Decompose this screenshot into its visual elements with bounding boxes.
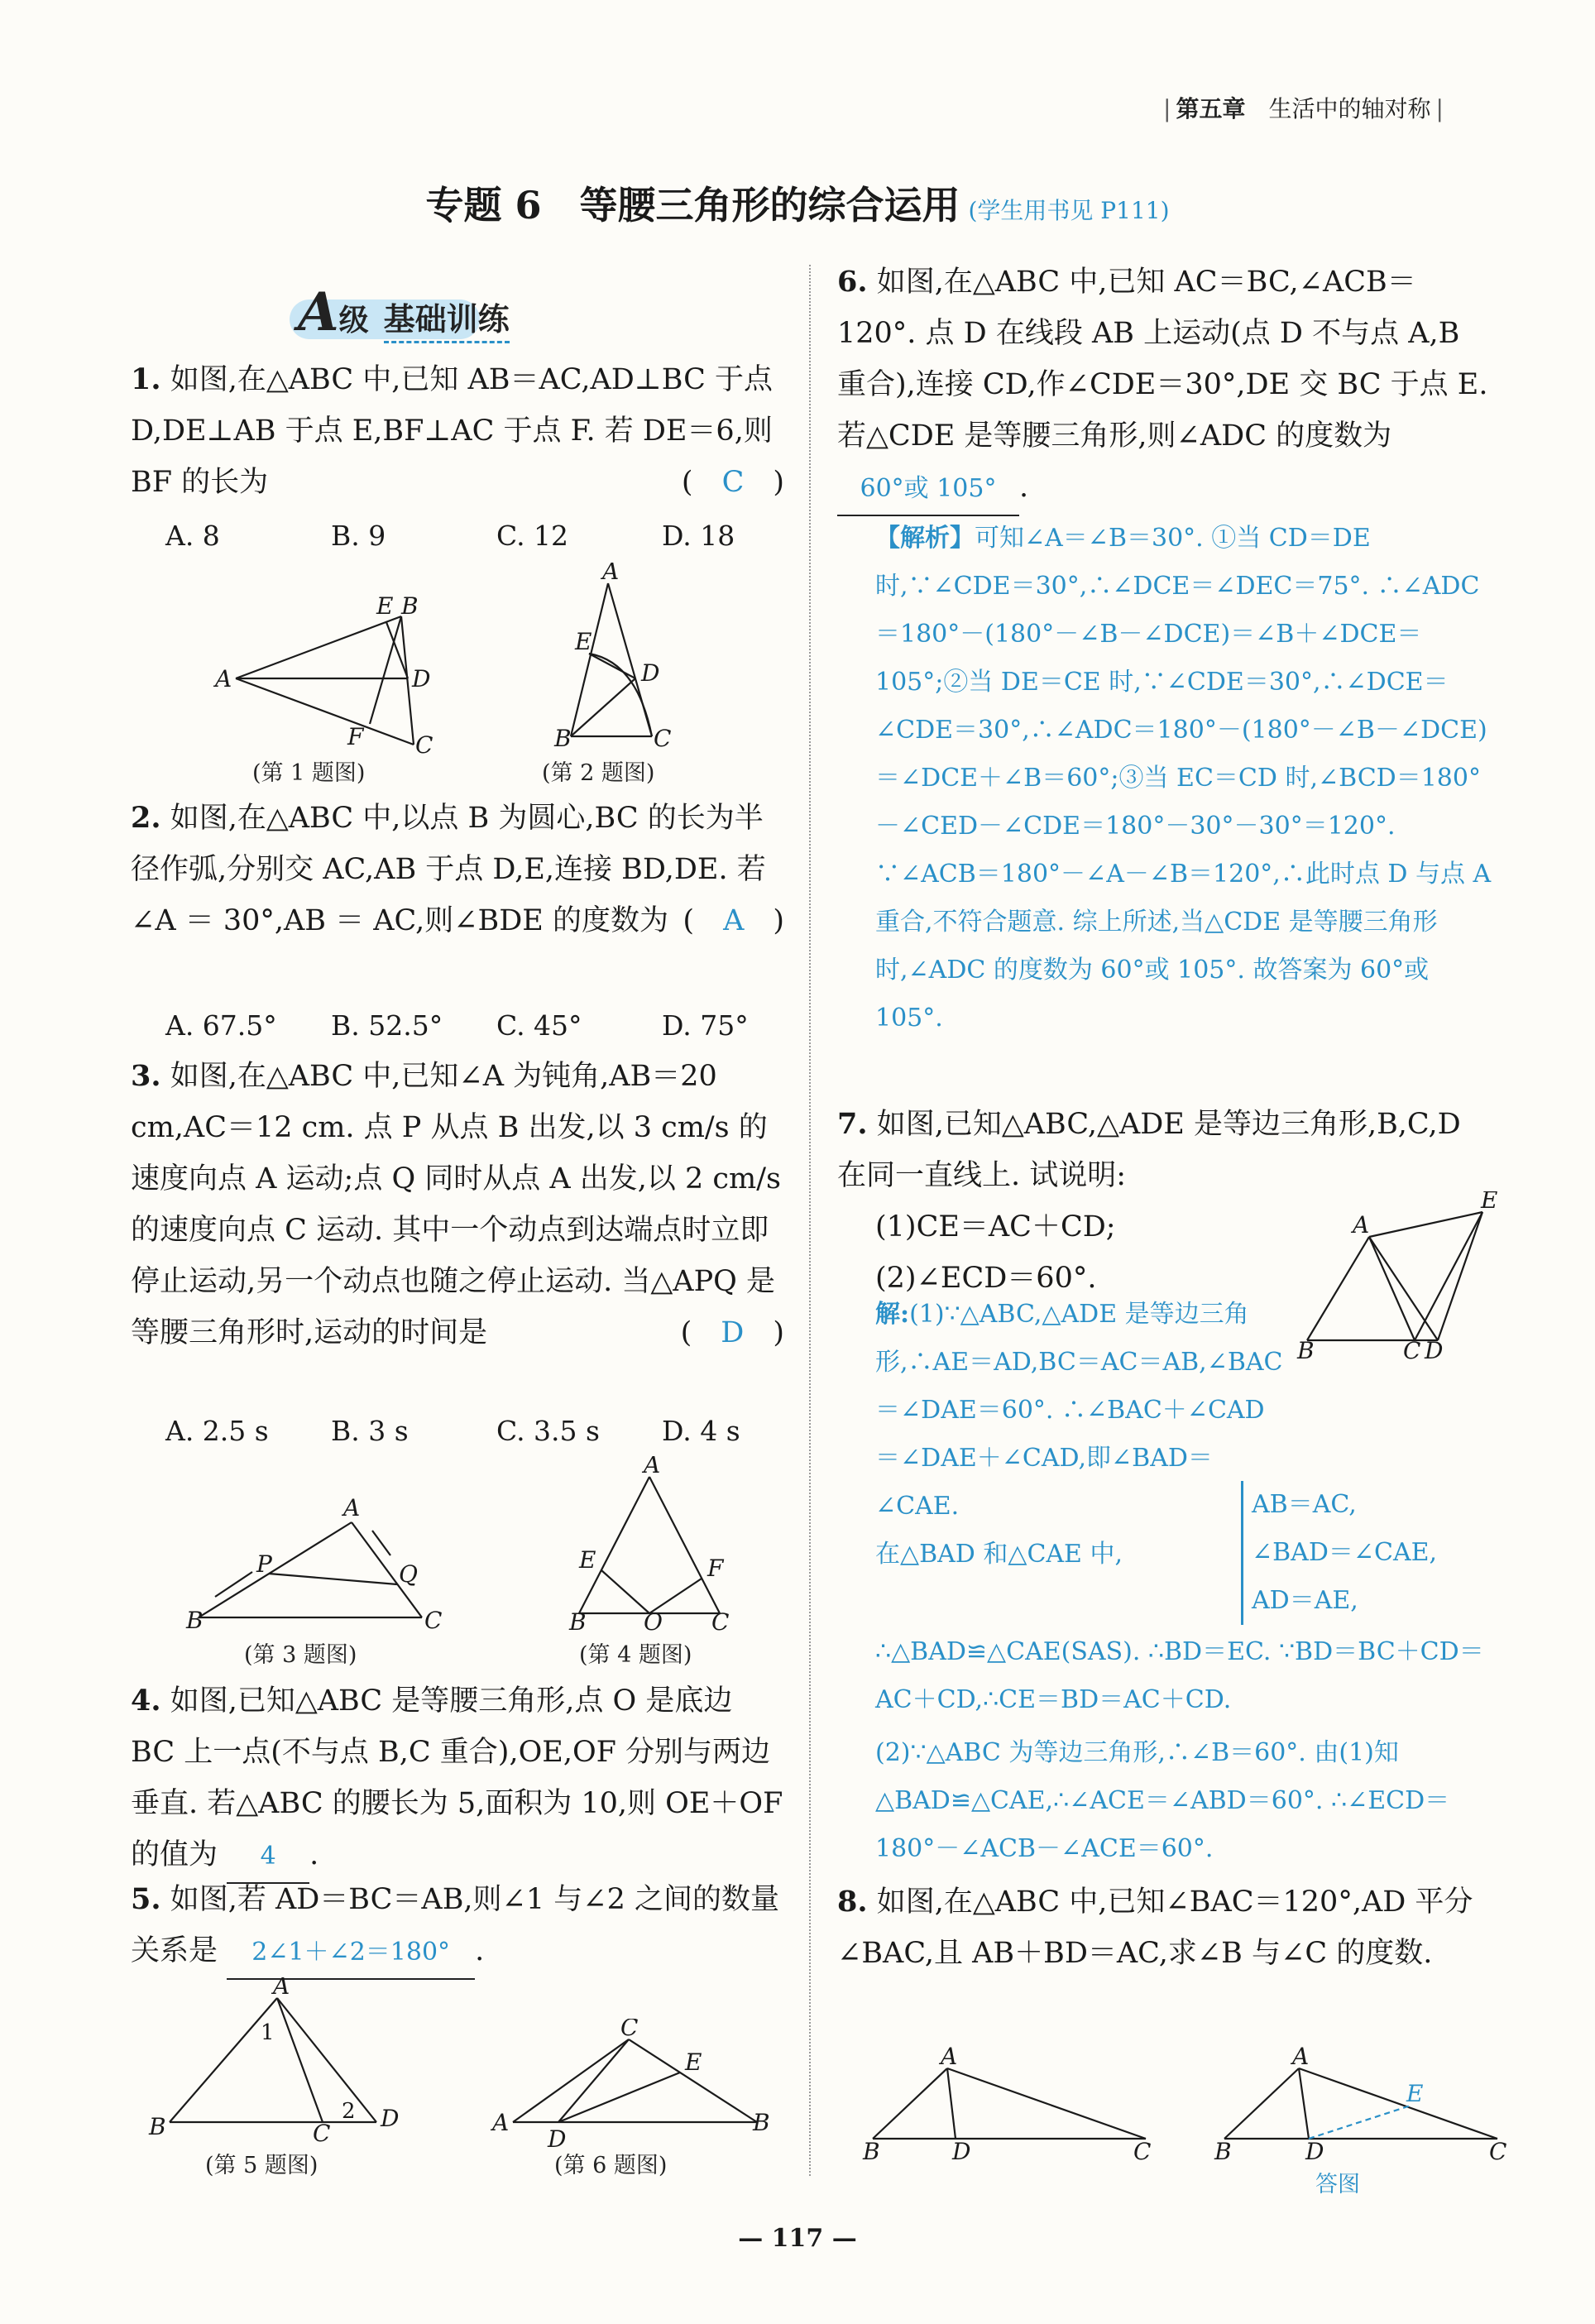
svg-text:O: O xyxy=(644,1608,663,1636)
svg-text:B: B xyxy=(1297,1337,1315,1364)
option-d: D. 4 s xyxy=(662,1415,740,1447)
svg-text:A: A xyxy=(273,1977,290,2000)
option-d: D. 75° xyxy=(662,1009,749,1042)
question-text: 如图,已知△ABC 是等腰三角形,点 O 是底边 BC 上一点(不与点 B,C 重合),OE,OF 分别与两边垂直. 若△ABC 的腰长为 5,面积为 10,则 OE＋OF 的值为 xyxy=(131,1684,783,1871)
question-4: 4. 如图,已知△ABC 是等腰三角形,点 O 是底边 BC 上一点(不与点 B,C 重合),OE,OF 分别与两边垂直. 若△ABC 的腰长为 5,面积为 10,则 OE＋OF 的值为 4 . xyxy=(131,1675,784,1884)
figure-1-caption: (第 1 题图) xyxy=(252,760,366,786)
svg-text:C: C xyxy=(654,725,672,752)
figure-2-caption: (第 2 题图) xyxy=(542,760,655,786)
answer-choice: D xyxy=(721,1316,745,1349)
svg-text:F: F xyxy=(707,1555,724,1582)
figure-5 xyxy=(141,1977,414,2143)
svg-text:C: C xyxy=(620,2019,639,2041)
question-7 xyxy=(837,1099,1491,1201)
svg-text:E: E xyxy=(579,1546,596,1574)
congruence-line-1: AB＝AC, xyxy=(1252,1490,1357,1519)
question-number: 5. xyxy=(131,1882,161,1916)
figure-2 xyxy=(546,563,711,753)
option-d: D. 18 xyxy=(662,520,735,552)
chapter-label: 第五章 xyxy=(1176,95,1246,122)
question-1 xyxy=(131,354,784,508)
question-text: 如图,若 AD＝BC＝AB,则∠1 与∠2 之间的数量关系是 xyxy=(131,1883,779,1967)
svg-text:E: E xyxy=(1481,1191,1498,1214)
question-7-solution-part-2: (2)∵△ABC 为等边三角形,∴∠B＝60°. 由(1)知△BAD≌△CAE,∴∠ACE＝∠ABD＝60°. ∴∠ECD＝180°－∠ACB－∠ACE＝60°. xyxy=(875,1738,1450,1863)
figure-4-caption: (第 4 题图) xyxy=(579,1642,692,1668)
svg-text:D: D xyxy=(548,2125,567,2151)
question-number: 7. xyxy=(837,1107,868,1141)
svg-text:C: C xyxy=(711,1608,730,1636)
question-number: 3. xyxy=(131,1059,161,1093)
option-a: A. 67.5° xyxy=(165,1009,277,1042)
congruence-line-3: AD＝AE, xyxy=(1252,1586,1358,1615)
svg-text:D: D xyxy=(641,659,660,687)
svg-text:A: A xyxy=(343,1494,361,1521)
figure-3-caption: (第 3 题图) xyxy=(244,1642,357,1668)
svg-text:1: 1 xyxy=(261,2020,275,2045)
figure-4 xyxy=(563,1456,753,1638)
svg-text:E: E xyxy=(376,592,394,620)
answer-blank: 4 xyxy=(227,1831,309,1884)
analysis-text: 可知∠A＝∠B＝30°. ①当 CD＝DE 时,∵∠CDE＝30°,∴∠DCE＝∠DEC＝75°. ∴∠ADC＝180°－(180°－∠B－∠DCE)＝∠B＋∠DCE＝105°;②当 DE＝CE 时,∵∠CDE＝30°,∴∠DCE＝∠CDE＝30°,∴∠ADC＝180°－(180°－∠B－∠DCE)＝∠DCE＋∠B＝60°;③当 EC＝CD 时,∠BCD＝180°－∠CED－∠CDE＝180°－30°－30°＝120°. ∵∠ACB＝180°－∠A－∠B＝120°,∴此时点 D 与点 A 重合,不符合题意. 综上所述,当△CDE 是等腰三角形时,∠ADC 的度数为 60°或 105°. 故答案为 60°或 105°. xyxy=(875,524,1492,1033)
option-c: C. 12 xyxy=(496,520,569,552)
answer-choice: A xyxy=(723,904,745,937)
figure-7 xyxy=(1291,1191,1506,1365)
option-c: C. 45° xyxy=(496,1009,582,1042)
solution-tag: 解: xyxy=(875,1300,910,1329)
svg-text:D: D xyxy=(952,2138,971,2165)
chapter-topic: 生活中的轴对称 xyxy=(1268,95,1431,122)
question-number: 1. xyxy=(131,362,161,396)
option-b: B. 52.5° xyxy=(331,1009,443,1042)
question-number: 2. xyxy=(131,801,161,835)
question-7-part-1: (1)CE＝AC＋CD; xyxy=(875,1210,1116,1243)
page-title xyxy=(0,175,1595,230)
question-text: 如图,在△ABC 中,已知∠A 为钝角,AB＝20 cm,AC＝12 cm. 点 P 从点 B 出发,以 3 cm/s 的速度向点 A 运动;点 Q 同时从点 A 出发,以 2 cm/s 的速度向点 C 运动. 其中一个动点到达端点时立即停止运动,另一个动点也随之停止运动. 当△APQ 是等腰三角形时,运动的时间是 xyxy=(131,1060,781,1349)
answer-bracket: ( A ) xyxy=(683,904,784,937)
answer-blank: 2∠1＋∠2＝180° xyxy=(227,1927,475,1980)
figure-8-answer xyxy=(1208,2035,1522,2168)
solution-text-1a: (1)∵△ABC,△ADE 是等边三角形,∴AE＝AD,BC＝AC＝AB,∠BAC＝∠DAE＝60°. ∴∠BAC＋∠CAD＝∠DAE＋∠CAD,即∠BAD＝∠CAE. xyxy=(875,1300,1283,1521)
question-6: 6. 如图,在△ABC 中,已知 AC＝BC,∠ACB＝120°. 点 D 在线段 AB 上运动(点 D 不与点 A,B 重合),连接 CD,作∠CDE＝30°,DE 交 BC 于点 E. 若△CDE 是等腰三角形,则∠ADC 的度数为 60°或 105° . xyxy=(837,256,1491,516)
question-6-analysis xyxy=(875,515,1492,1042)
figure-8-answer-caption: 答图 xyxy=(1315,2172,1360,2197)
answer-bracket: ( C ) xyxy=(681,466,784,499)
svg-text:D: D xyxy=(1305,2138,1324,2165)
svg-text:F: F xyxy=(347,723,364,750)
figure-5-caption: (第 5 题图) xyxy=(205,2153,319,2178)
question-1-options xyxy=(165,511,827,561)
svg-text:A: A xyxy=(602,563,620,585)
svg-text:Q: Q xyxy=(399,1560,418,1588)
congruence-line-2: ∠BAD＝∠CAE, xyxy=(1252,1538,1438,1567)
svg-text:A: A xyxy=(644,1456,661,1478)
section-heading xyxy=(298,281,510,343)
svg-text:B: B xyxy=(554,725,572,752)
svg-text:B: B xyxy=(569,1608,587,1636)
analysis-tag: 【解析】 xyxy=(875,524,975,553)
running-header: | 第五章 生活中的轴对称 | xyxy=(1163,95,1444,122)
svg-text:A: A xyxy=(941,2043,958,2070)
option-c: C. 3.5 s xyxy=(496,1415,600,1447)
congruence-prefix: 在△BAD 和△CAE 中, xyxy=(875,1540,1123,1569)
question-7-solution-part-1 xyxy=(875,1291,1289,1531)
title-reference: (学生用书见 P111) xyxy=(968,197,1170,224)
question-text: 如图,在△ABC 中,已知∠BAC＝120°,AD 平分∠BAC,且 AB＋BD＝AC,求∠B 与∠C 的度数. xyxy=(837,1886,1473,1970)
svg-text:C: C xyxy=(1489,2138,1507,2165)
svg-text:D: D xyxy=(381,2105,400,2132)
question-2-options xyxy=(165,1001,827,1051)
svg-text:C: C xyxy=(415,731,433,757)
svg-text:P: P xyxy=(256,1550,272,1578)
option-b: B. 9 xyxy=(331,520,386,552)
figure-3 xyxy=(174,1489,455,1630)
svg-text:C: C xyxy=(1133,2138,1152,2165)
svg-text:B: B xyxy=(863,2138,880,2165)
figure-1 xyxy=(211,592,459,757)
figure-8 xyxy=(856,2035,1171,2168)
svg-text:2: 2 xyxy=(342,2099,356,2124)
svg-text:E: E xyxy=(1406,2080,1424,2107)
svg-text:B: B xyxy=(1214,2138,1232,2165)
question-5: 5. 如图,若 AD＝BC＝AB,则∠1 与∠2 之间的数量关系是 2∠1＋∠2＝180° . xyxy=(131,1874,784,1980)
question-number: 8. xyxy=(837,1885,868,1919)
svg-text:D: D xyxy=(1425,1337,1444,1364)
question-7-solution-part-1-conclusion: ∴△BAD≌△CAE(SAS). ∴BD＝EC. ∵BD＝BC＋CD＝AC＋CD,∴CE＝BD＝AC＋CD. xyxy=(875,1637,1484,1714)
svg-text:B: B xyxy=(753,2109,770,2136)
svg-text:A: A xyxy=(492,2109,510,2136)
option-b: B. 3 s xyxy=(331,1415,409,1447)
question-text: 如图,已知△ABC,△ADE 是等边三角形,B,C,D 在同一直线上. 试说明: xyxy=(837,1108,1461,1192)
figure-6-caption: (第 6 题图) xyxy=(554,2153,668,2178)
question-2 xyxy=(131,793,784,946)
congruence-brace xyxy=(1241,1481,1437,1625)
question-3-options xyxy=(165,1406,827,1456)
question-number: 6. xyxy=(837,265,868,299)
svg-text:A: A xyxy=(1292,2043,1310,2070)
question-text: 如图,在△ABC 中,已知 AC＝BC,∠ACB＝120°. 点 D 在线段 AB 上运动(点 D 不与点 A,B 重合),连接 CD,作∠CDE＝30°,DE 交 BC 于点 E. 若△CDE 是等腰三角形,则∠ADC 的度数为 xyxy=(837,266,1488,453)
figure-6 xyxy=(488,2019,786,2151)
question-text: 如图,在△ABC 中,已知 AB＝AC,AD⊥BC 于点 D,DE⊥AB 于点 E,BF⊥AC 于点 F. 若 DE＝6,则 BF 的长为 xyxy=(131,363,773,499)
title-main: 专题 6 等腰三角形的综合运用 xyxy=(425,183,960,228)
svg-text:E: E xyxy=(685,2048,702,2076)
svg-text:B: B xyxy=(401,592,419,620)
answer-choice: C xyxy=(721,466,745,499)
svg-text:A: A xyxy=(1353,1211,1370,1239)
section-title: 基础训练 xyxy=(384,300,510,343)
question-7-part-2: (2)∠ECD＝60°. xyxy=(875,1262,1097,1295)
svg-text:B: B xyxy=(186,1607,204,1630)
question-text: 如图,在△ABC 中,以点 B 为圆心,BC 的长为半径作弧,分别交 AC,AB 于点 D,E,连接 BD,DE. 若 ∠A ＝ 30°,AB ＝ AC,则∠BDE 的度数为 xyxy=(131,802,766,937)
answer-blank: 60°或 105° xyxy=(837,463,1019,516)
option-a: A. 8 xyxy=(165,520,220,552)
svg-text:B: B xyxy=(149,2113,166,2140)
answer-bracket: ( D ) xyxy=(680,1316,784,1349)
option-a: A. 2.5 s xyxy=(165,1415,269,1447)
section-level-letter: A xyxy=(298,281,339,343)
svg-text:C: C xyxy=(1403,1337,1421,1364)
svg-text:D: D xyxy=(412,665,431,692)
svg-text:E: E xyxy=(575,628,592,655)
svg-text:A: A xyxy=(215,665,232,692)
question-8 xyxy=(837,1876,1491,1979)
question-3 xyxy=(131,1051,784,1358)
svg-text:C: C xyxy=(424,1607,443,1630)
page-number: — 117 — xyxy=(738,2224,857,2253)
svg-text:C: C xyxy=(313,2120,331,2143)
section-level-suffix: 级 xyxy=(338,303,369,338)
question-number: 4. xyxy=(131,1684,161,1718)
